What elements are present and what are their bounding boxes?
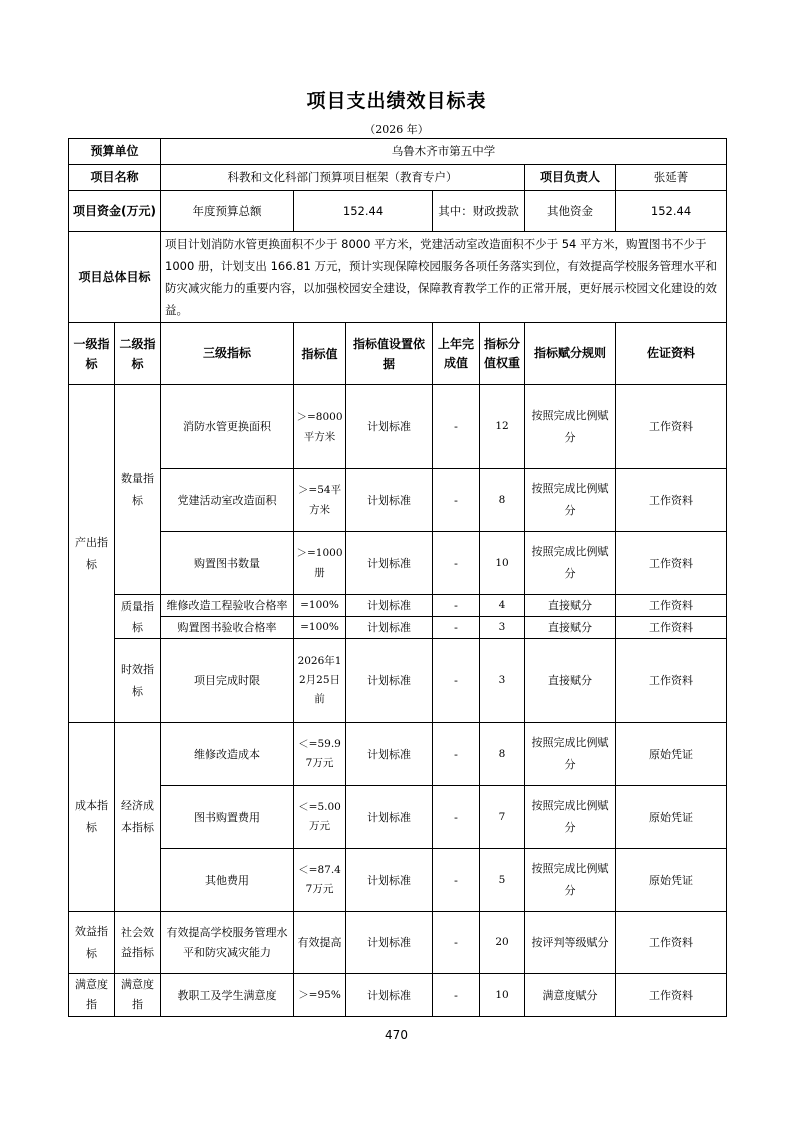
group-social-benefit: 社会效益指标 (115, 912, 161, 974)
group-benefit: 效益指标 (69, 912, 115, 974)
project-name-label: 项目名称 (69, 165, 161, 191)
row-evidence: 工作资料 (616, 595, 727, 617)
row-rule: 按照完成比例赋分 (525, 469, 616, 532)
year-label: （2026 年） (364, 123, 429, 136)
row-name: 购置图书验收合格率 (161, 617, 294, 639)
overall-label: 项目总体目标 (69, 232, 161, 323)
row-weight: 5 (480, 849, 525, 912)
group-quality: 质量指标 (115, 595, 161, 639)
row-last: - (433, 974, 480, 1017)
funds-label: 项目资金(万元) (69, 191, 161, 232)
row-last: - (433, 849, 480, 912)
row-last: - (433, 469, 480, 532)
col-basis: 指标值设置依据 (346, 323, 433, 385)
row-value: ＞=8000平方米 (294, 385, 346, 469)
row-basis: 计划标准 (346, 639, 433, 723)
row-name: 消防水管更换面积 (161, 385, 294, 469)
row-last: - (433, 723, 480, 786)
performance-table (68, 138, 727, 1017)
page-title: 项目支出绩效目标表 (306, 90, 487, 112)
row-value: ＜=59.97万元 (294, 723, 346, 786)
row-last: - (433, 617, 480, 639)
row-evidence: 工作资料 (616, 469, 727, 532)
row-name: 维修改造成本 (161, 723, 294, 786)
row-rule: 满意度赋分 (525, 974, 616, 1017)
row-name: 党建活动室改造面积 (161, 469, 294, 532)
project-name-value: 科教和文化科部门预算项目框架（教育专户） (161, 165, 525, 191)
row-weight: 12 (480, 385, 525, 469)
row-last: - (433, 532, 480, 595)
row-evidence: 原始凭证 (616, 849, 727, 912)
other-label: 其他资金 (525, 191, 616, 232)
page-number: 470 (385, 1028, 408, 1042)
row-evidence: 工作资料 (616, 532, 727, 595)
other-value: 152.44 (616, 191, 727, 232)
row-evidence: 工作资料 (616, 639, 727, 723)
row-basis: 计划标准 (346, 912, 433, 974)
row-rule: 按评判等级赋分 (525, 912, 616, 974)
row-basis: 计划标准 (346, 617, 433, 639)
leader-label: 项目负责人 (525, 165, 616, 191)
row-weight: 20 (480, 912, 525, 974)
row-basis: 计划标准 (346, 595, 433, 617)
row-name: 购置图书数量 (161, 532, 294, 595)
row-evidence: 原始凭证 (616, 786, 727, 849)
row-weight: 8 (480, 469, 525, 532)
row-rule: 按照完成比例赋分 (525, 532, 616, 595)
row-value: =100% (294, 617, 346, 639)
group-output: 产出指标 (69, 385, 115, 723)
group-econ-cost: 经济成本指标 (115, 723, 161, 912)
row-weight: 8 (480, 723, 525, 786)
row-weight: 4 (480, 595, 525, 617)
row-value: ＜=5.00万元 (294, 786, 346, 849)
annual-total-value: 152.44 (294, 191, 433, 232)
row-value: 2026年12月25日前 (294, 639, 346, 723)
row-last: - (433, 912, 480, 974)
row-rule: 按照完成比例赋分 (525, 723, 616, 786)
row-basis: 计划标准 (346, 974, 433, 1017)
row-name: 教职工及学生满意度 (161, 974, 294, 1017)
row-last: - (433, 786, 480, 849)
row-evidence: 工作资料 (616, 617, 727, 639)
row-basis: 计划标准 (346, 849, 433, 912)
unit-label: 预算单位 (69, 139, 161, 165)
col-evidence: 佐证资料 (616, 323, 727, 385)
row-basis: 计划标准 (346, 723, 433, 786)
row-basis: 计划标准 (346, 469, 433, 532)
leader-value: 张延菁 (616, 165, 727, 191)
col-level3: 三级指标 (161, 323, 294, 385)
row-value: ＞=95% (294, 974, 346, 1017)
row-last: - (433, 595, 480, 617)
group-satisfaction: 满意度指 (69, 974, 115, 1017)
row-rule: 直接赋分 (525, 639, 616, 723)
group-satisfaction-sub: 满意度指 (115, 974, 161, 1017)
row-evidence: 工作资料 (616, 912, 727, 974)
col-weight: 指标分值权重 (480, 323, 525, 385)
row-last: - (433, 639, 480, 723)
col-value: 指标值 (294, 323, 346, 385)
row-name: 维修改造工程验收合格率 (161, 595, 294, 617)
row-rule: 按照完成比例赋分 (525, 385, 616, 469)
row-rule: 按照完成比例赋分 (525, 786, 616, 849)
row-rule: 直接赋分 (525, 617, 616, 639)
row-value: ＜=87.47万元 (294, 849, 346, 912)
overall-text: 项目计划消防水管更换面积不少于 8000 平方米，党建活动室改造面积不少于 54 平方米，购置图书不少于 1000 册，计划支出 166.81 万元，预计实现保障校园服务各项任务落实到位，有效提高学校服务管理水平和防灾减灾能力的重要内容，以加强校园安全建设，保障教育教学工作的正常开展，更好展示校园文化建设的效益。 (161, 232, 727, 323)
row-name: 项目完成时限 (161, 639, 294, 723)
col-last-year: 上年完成值 (433, 323, 480, 385)
row-evidence: 工作资料 (616, 385, 727, 469)
row-evidence: 工作资料 (616, 974, 727, 1017)
col-level2: 二级指标 (115, 323, 161, 385)
annual-total-label: 年度预算总额 (161, 191, 294, 232)
row-value: 有效提高 (294, 912, 346, 974)
col-level1: 一级指标 (69, 323, 115, 385)
group-quantity: 数量指标 (115, 385, 161, 595)
row-basis: 计划标准 (346, 385, 433, 469)
row-rule: 直接赋分 (525, 595, 616, 617)
row-basis: 计划标准 (346, 532, 433, 595)
unit-value: 乌鲁木齐市第五中学 (161, 139, 727, 165)
row-weight: 10 (480, 974, 525, 1017)
row-weight: 3 (480, 617, 525, 639)
row-name: 其他费用 (161, 849, 294, 912)
row-rule: 按照完成比例赋分 (525, 849, 616, 912)
fiscal-label: 其中：财政拨款 (433, 191, 525, 232)
row-name: 有效提高学校服务管理水平和防灾减灾能力 (161, 912, 294, 974)
row-weight: 3 (480, 639, 525, 723)
group-cost: 成本指标 (69, 723, 115, 912)
row-weight: 10 (480, 532, 525, 595)
row-last: - (433, 385, 480, 469)
row-value: ＞=54平方米 (294, 469, 346, 532)
row-name: 图书购置费用 (161, 786, 294, 849)
row-weight: 7 (480, 786, 525, 849)
row-value: =100% (294, 595, 346, 617)
group-timeliness: 时效指标 (115, 639, 161, 723)
row-evidence: 原始凭证 (616, 723, 727, 786)
row-value: ＞=1000册 (294, 532, 346, 595)
col-rule: 指标赋分规则 (525, 323, 616, 385)
row-basis: 计划标准 (346, 786, 433, 849)
